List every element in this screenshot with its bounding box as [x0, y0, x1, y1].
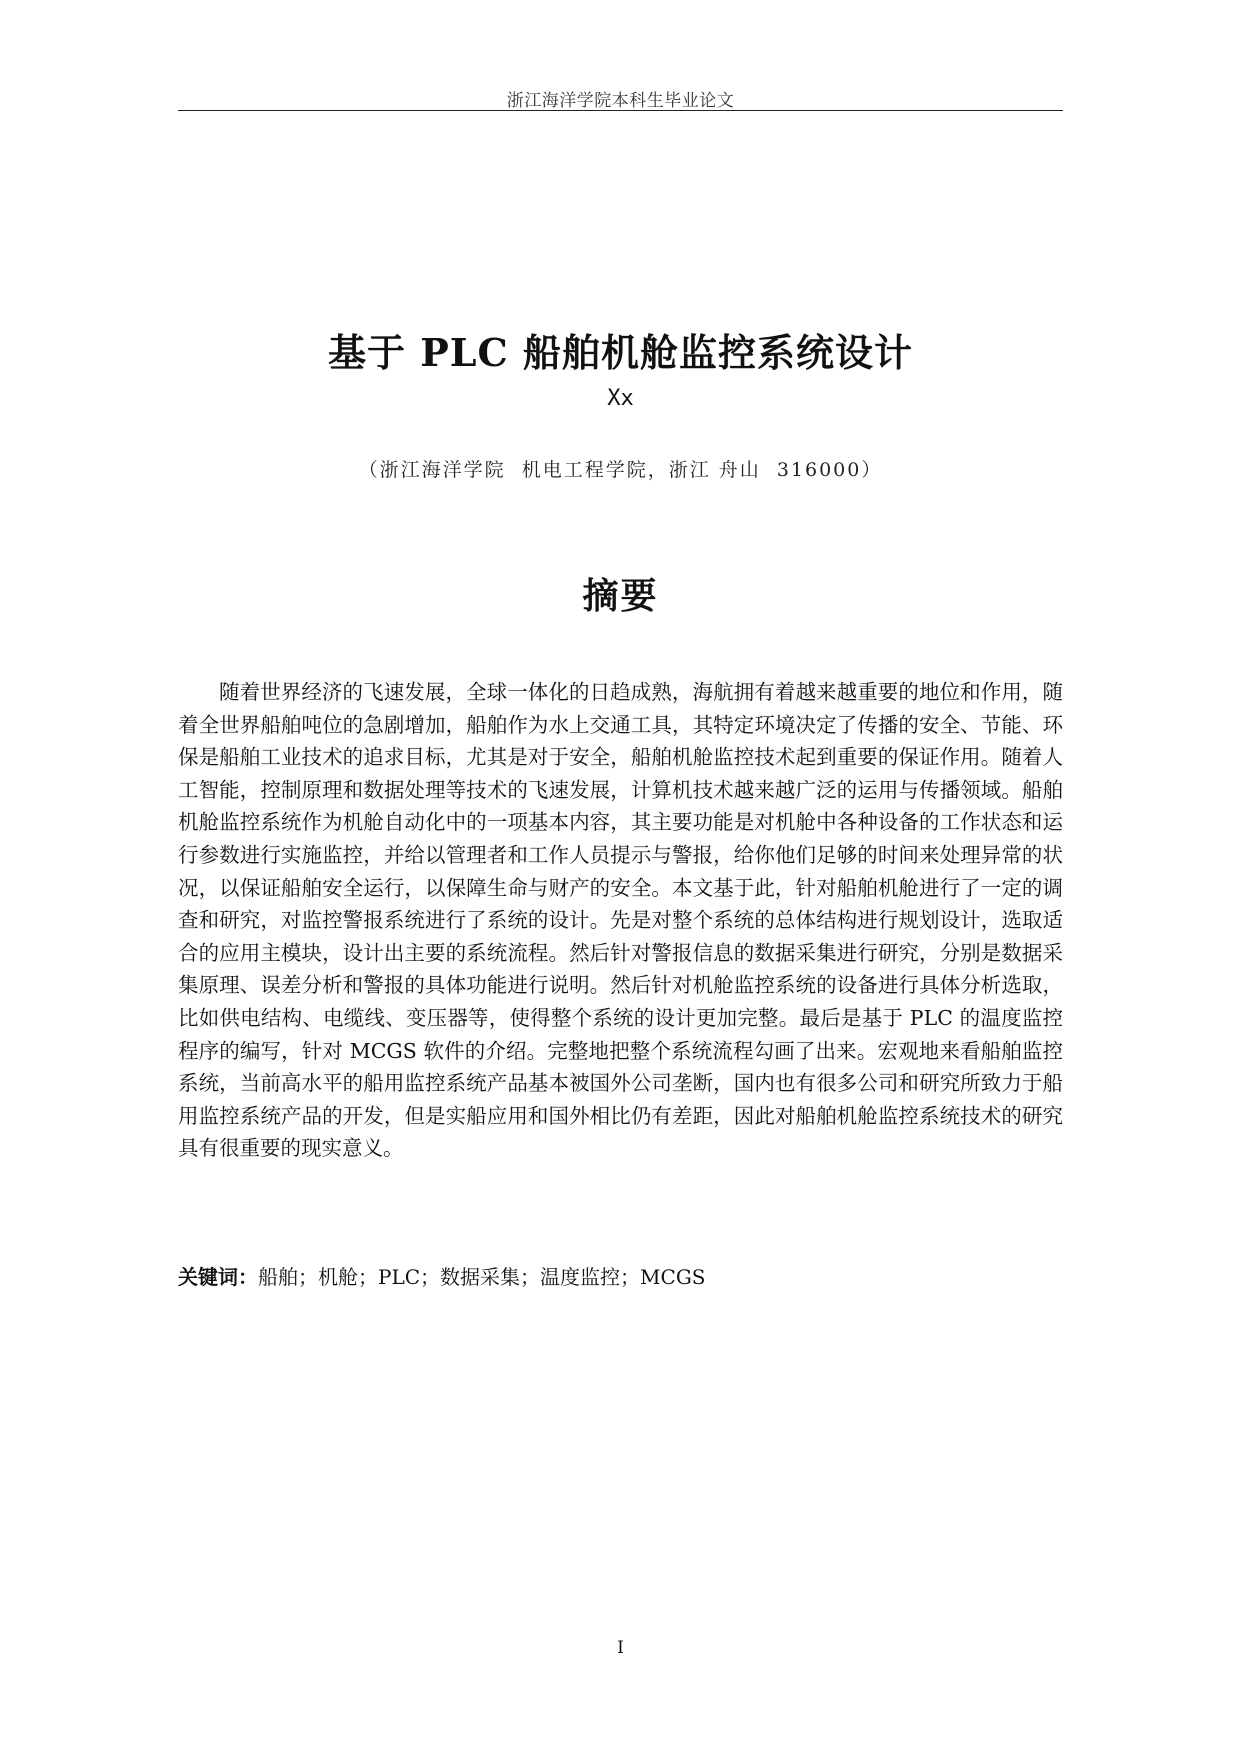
keywords-value: 船舶；机舱；PLC；数据采集；温度监控；MCGS — [258, 1265, 706, 1289]
abstract-body: 随着世界经济的飞速发展，全球一体化的日趋成熟，海航拥有着越来越重要的地位和作用，随着全世界船舶吨位的急剧增加，船舶作为水上交通工具，其特定环境决定了传播的安全、节能、环保是船舶工业技术的追求目标，尤其是对于安全，船舶机舱监控技术起到重要的保证作用。随着人工智能，控制原理和数据处理等技术的飞速发展，计算机技术越来越广泛的运用与传播领域。船舶机舱监控系统作为机舱自动化中的一项基本内容，其主要功能是对机舱中各种设备的工作状态和运行参数进行实施监控，并给以管理者和工作人员提示与警报，给你他们足够的时间来处理异常的状况，以保证船舶安全运行，以保障生命与财产的安全。本文基于此，针对船舶机舱进行了一定的调查和研究，对监控警报系统进行了系统的设计。先是对整个系统的总体结构进行规划设计，选取适合的应用主模块，设计出主要的系统流程。然后针对警报信息的数据采集进行研究，分别是数据采集原理、误差分析和警报的具体功能进行说明。然后针对机舱监控系统的设备进行具体分析选取，比如供电结构、电缆线、变压器等，使得整个系统的设计更加完整。最后是基于 PLC 的温度监控程序的编写，针对 MCGS 软件的介绍。完整地把整个系统流程勾画了出来。宏观地来看船舶监控系统，当前高水平的船用监控系统产品基本被国外公司垄断，国内也有很多公司和研究所致力于船用监控系统产品的开发，但是实船应用和国外相比仍有差距，因此对船舶机舱监控系统技术的研究具有很重要的现实意义。 — [178, 680, 1063, 1161]
page-number: I — [617, 1638, 624, 1658]
author-name: Xx — [607, 386, 634, 411]
running-header: 浙江海洋学院本科生毕业论文 — [506, 91, 735, 111]
header-rule — [178, 110, 1063, 111]
paper-title: 基于 PLC 船舶机舱监控系统设计 — [328, 330, 913, 375]
keywords-label: 关键词： — [178, 1265, 258, 1289]
keywords-line — [178, 1262, 1063, 1292]
abstract-heading: 摘要 — [582, 575, 659, 617]
author-affiliation: （浙江海洋学院 机电工程学院，浙江 舟山 316000） — [358, 459, 883, 481]
